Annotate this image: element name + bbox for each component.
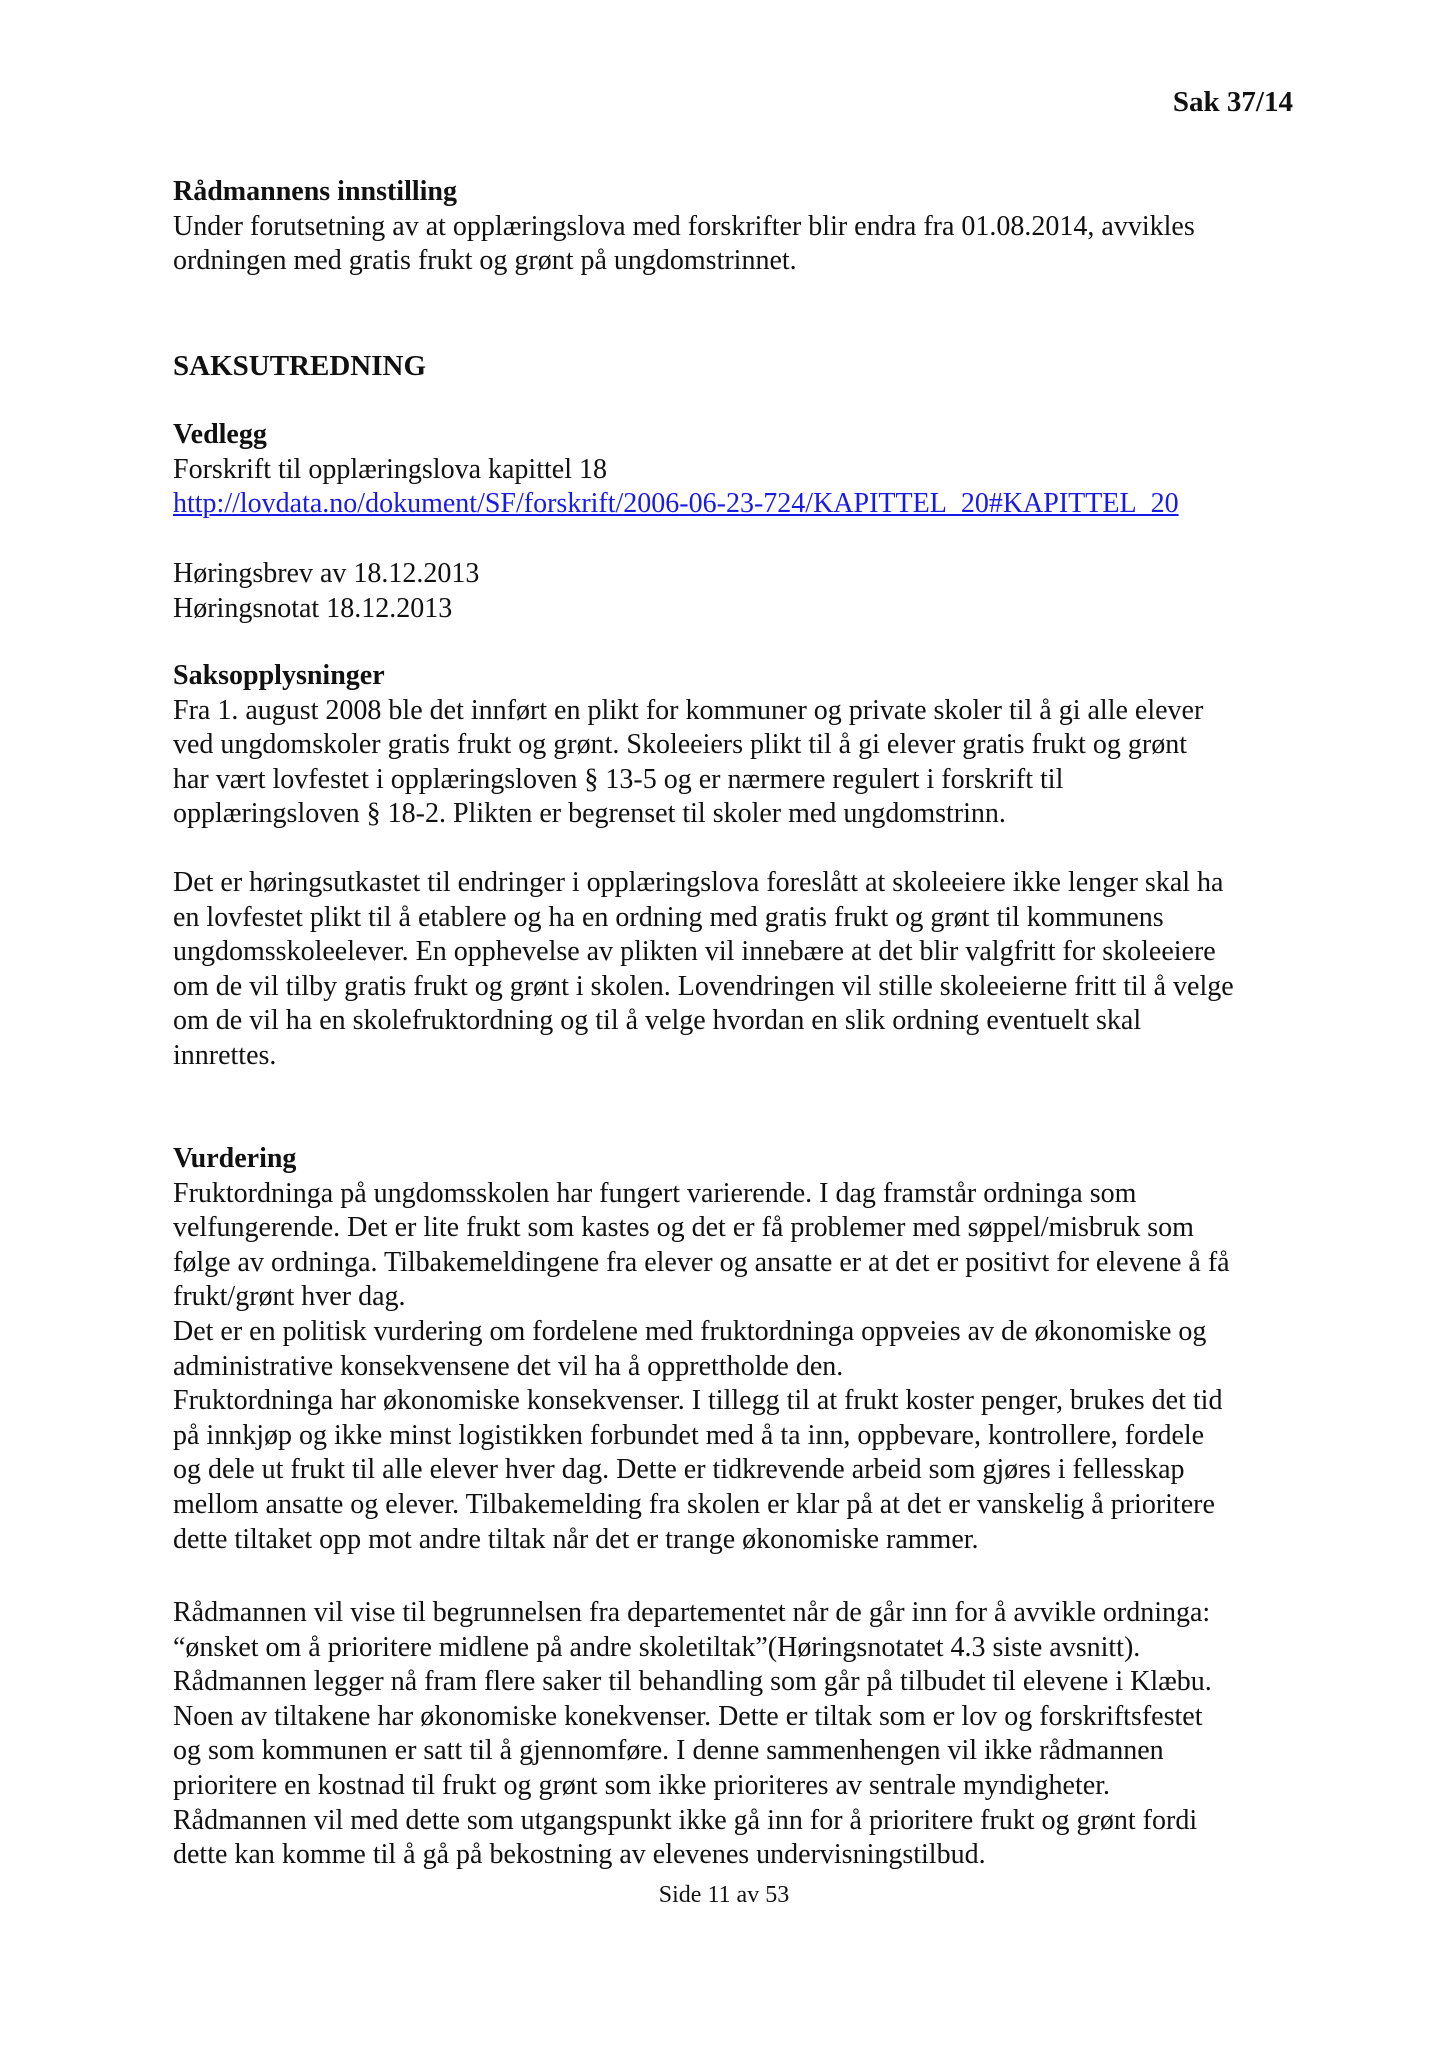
case-info-section: [173, 659, 1293, 832]
assessment-section: [173, 1142, 1293, 1557]
text-line: “ønsket om å prioritere midlene på andre skoletiltak”(Høringsnotatet 4.3 siste avsnitt).: [173, 1631, 1141, 1663]
case-info-heading: Saksopplysninger: [173, 660, 385, 691]
text-line: innrettes.: [173, 1039, 277, 1071]
attachment-item: Forskrift til opplæringslova kapittel 18: [173, 453, 607, 485]
recommendation-heading: Rådmannens innstilling: [173, 176, 457, 207]
attachments-list: [173, 557, 1293, 626]
attachments-section: [173, 418, 1293, 522]
text-line: mellom ansatte og elever. Tilbakemelding fra skolen er klar på at det er vanskelig å prioritere: [173, 1488, 1215, 1520]
text-line: dette tiltaket opp mot andre tiltak når det er trange økonomiske rammer.: [173, 1523, 979, 1555]
attachments-heading: Vedlegg: [173, 419, 267, 450]
attachment-item: Høringsnotat 18.12.2013: [173, 592, 453, 624]
assessment-paragraph: [173, 1596, 1293, 1873]
text-line: Rådmannen vil med dette som utgangspunkt ikke gå inn for å prioritere frukt og grønt fordi: [173, 1804, 1198, 1836]
text-line: Det er høringsutkastet til endringer i opplæringslova foreslått at skoleeiere ikke lenger skal ha: [173, 867, 1224, 898]
text-line: Fra 1. august 2008 ble det innført en plikt for kommuner og private skoler til å gi alle elever: [173, 694, 1204, 726]
text-line: ungdomsskoleelever. En opphevelse av plikten vil innebære at det blir valgfritt for skoleeiere: [173, 936, 1216, 968]
text-line: og som kommunen er satt til å gjennomføre. I denne sammenhengen vil ikke rådmannen: [173, 1735, 1164, 1767]
recommendation-section: [173, 175, 1293, 279]
text-line: administrative konsekvensene det vil ha å opprettholde den.: [173, 1350, 844, 1382]
text-line: Fruktordninga har økonomiske konsekvenser. I tillegg til at frukt koster penger, brukes det tid: [173, 1385, 1223, 1417]
text-line: opplæringsloven § 18-2. Plikten er begrenset til skoler med ungdomstrinn.: [173, 798, 1006, 830]
text-line: og dele ut frukt til alle elever hver dag. Dette er tidkrevende arbeid som gjøres i fellesskap: [173, 1454, 1185, 1486]
lovdata-link[interactable]: http://lovdata.no/dokument/SF/forskrift/2006-06-23-724/KAPITTEL_20#KAPITTEL_20: [173, 488, 1179, 520]
text-line: dette kan komme til å gå på bekostning av elevenes undervisningstilbud.: [173, 1839, 986, 1871]
recommendation-line: Under forutsetning av at opplæringslova med forskrifter blir endra fra 01.08.2014, avvikles: [173, 210, 1195, 242]
text-line: velfungerende. Det er lite frukt som kastes og det er få problemer med søppel/misbruk som: [173, 1212, 1194, 1244]
text-line: om de vil tilby gratis frukt og grønt i skolen. Lovendringen vil stille skoleeierne fritt til å velge: [173, 970, 1234, 1002]
text-line: på innkjøp og ikke minst logistikken forbundet med å ta inn, oppbevare, kontrollere, fordele: [173, 1419, 1205, 1451]
text-line: Det er en politisk vurdering om fordelene med fruktordninga oppveies av de økonomiske og: [173, 1315, 1207, 1347]
assessment-heading: Vurdering: [173, 1143, 297, 1174]
text-line: prioritere en kostnad til frukt og grønt som ikke prioriteres av sentrale myndigheter.: [173, 1769, 1110, 1801]
text-line: en lovfestet plikt til å etablere og ha en ordning med gratis frukt og grønt til kommunens: [173, 901, 1164, 933]
text-line: Rådmannen legger nå fram flere saker til behandling som går på tilbudet til elevene i Klæbu.: [173, 1666, 1212, 1698]
recommendation-line: ordningen med gratis frukt og grønt på ungdomstrinnet.: [173, 245, 797, 277]
page-footer: Side 11 av 53: [658, 1882, 790, 1908]
investigation-heading: SAKSUTREDNING: [173, 350, 426, 382]
text-line: har vært lovfestet i opplæringsloven § 13-5 og er nærmere regulert i forskrift til: [173, 763, 1064, 795]
text-line: ved ungdomskoler gratis frukt og grønt. Skoleeiers plikt til å gi elever gratis frukt og grønt: [173, 729, 1188, 761]
text-line: Rådmannen vil vise til begrunnelsen fra departementet når de går inn for å avvikle ordninga:: [173, 1597, 1211, 1628]
case-number: Sak 37/14: [1172, 86, 1293, 118]
case-info-paragraph: [173, 866, 1293, 1074]
attachment-item: Høringsbrev av 18.12.2013: [173, 558, 480, 589]
text-line: Noen av tiltakene har økonomiske konekvenser. Dette er tiltak som er lov og forskriftsfestet: [173, 1700, 1203, 1732]
text-line: frukt/grønt hver dag.: [173, 1281, 406, 1313]
text-line: følge av ordninga. Tilbakemeldingene fra elever og ansatte er at det er positivt for elevene å få: [173, 1246, 1230, 1278]
text-line: om de vil ha en skolefruktordning og til å velge hvordan en slik ordning eventuelt skal: [173, 1005, 1142, 1037]
text-line: Fruktordninga på ungdomsskolen har fungert varierende. I dag framstår ordninga som: [173, 1177, 1137, 1209]
